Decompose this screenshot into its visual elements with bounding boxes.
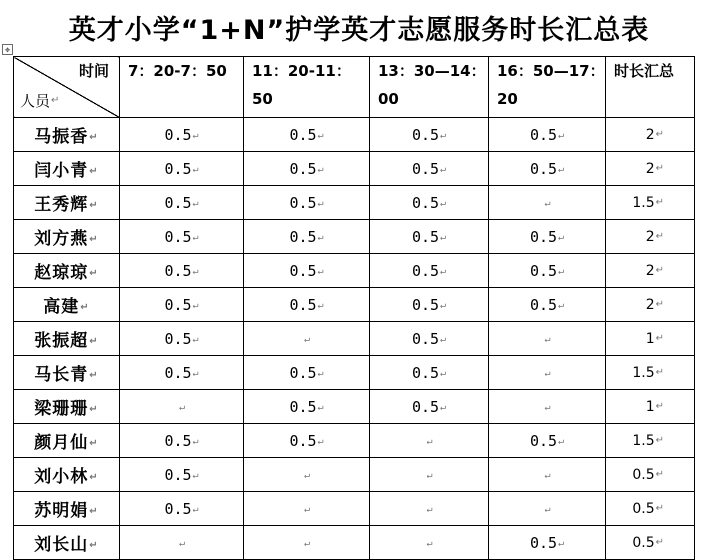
person-name-cell: 马振香↵ bbox=[14, 118, 120, 152]
total-hours-cell: 2↵ bbox=[606, 220, 695, 254]
hours-cell: 0.5↵ bbox=[120, 356, 244, 390]
person-name-cell: 闫小青↵ bbox=[14, 152, 120, 186]
table-row bbox=[14, 254, 695, 288]
table-row bbox=[14, 152, 695, 186]
hours-cell: ↵ bbox=[489, 356, 606, 390]
hours-cell: ↵ bbox=[370, 492, 489, 526]
hours-cell: 0.5↵ bbox=[244, 254, 370, 288]
table-move-handle-icon[interactable]: ✥ bbox=[2, 44, 13, 55]
hours-cell: ↵ bbox=[244, 458, 370, 492]
total-hours-cell: 1.5↵ bbox=[606, 356, 695, 390]
total-hours-cell: 0.5↵ bbox=[606, 492, 695, 526]
column-header: 16：50—17：20 bbox=[489, 57, 606, 118]
hours-cell: ↵ bbox=[244, 492, 370, 526]
person-name-cell: 高建↵ bbox=[14, 288, 120, 322]
hours-cell: ↵ bbox=[370, 526, 489, 560]
hours-cell: 0.5↵ bbox=[370, 186, 489, 220]
hours-cell: 0.5↵ bbox=[120, 492, 244, 526]
hours-cell: 0.5↵ bbox=[489, 288, 606, 322]
hours-cell: 0.5↵ bbox=[244, 152, 370, 186]
person-name-cell: 马长青↵ bbox=[14, 356, 120, 390]
hours-cell: ↵ bbox=[489, 458, 606, 492]
corner-header-cell bbox=[14, 57, 120, 118]
hours-cell: 0.5↵ bbox=[120, 288, 244, 322]
document-title: 英才小学“1+N”护学英才志愿服务时长汇总表 bbox=[68, 15, 650, 46]
table-row bbox=[14, 492, 695, 526]
hours-cell: ↵ bbox=[244, 322, 370, 356]
table-row bbox=[14, 220, 695, 254]
person-name-cell: 赵琼琼↵ bbox=[14, 254, 120, 288]
total-hours-cell: 2↵ bbox=[606, 254, 695, 288]
hours-cell: 0.5↵ bbox=[244, 356, 370, 390]
person-name-cell: 王秀辉↵ bbox=[14, 186, 120, 220]
hours-cell: ↵ bbox=[120, 526, 244, 560]
hours-cell: 0.5↵ bbox=[370, 288, 489, 322]
hours-cell: 0.5↵ bbox=[489, 254, 606, 288]
hours-cell: 0.5↵ bbox=[489, 526, 606, 560]
person-name-cell: 张振超↵ bbox=[14, 322, 120, 356]
hours-cell: 0.5↵ bbox=[244, 118, 370, 152]
hours-cell: 0.5↵ bbox=[489, 424, 606, 458]
person-name-cell: 苏明娟↵ bbox=[14, 492, 120, 526]
table-row bbox=[14, 322, 695, 356]
total-hours-cell: 2↵ bbox=[606, 288, 695, 322]
hours-cell: 0.5↵ bbox=[120, 220, 244, 254]
hours-cell: 0.5↵ bbox=[370, 322, 489, 356]
hours-cell: 0.5↵ bbox=[370, 356, 489, 390]
header-row bbox=[14, 57, 695, 118]
hours-cell: ↵ bbox=[489, 390, 606, 424]
hours-cell: 0.5↵ bbox=[244, 288, 370, 322]
hours-cell: 0.5↵ bbox=[120, 118, 244, 152]
total-hours-cell: 1.5↵ bbox=[606, 424, 695, 458]
table-row bbox=[14, 288, 695, 322]
corner-time-label: 时间 bbox=[78, 62, 109, 80]
person-name-cell: 颜月仙↵ bbox=[14, 424, 120, 458]
hours-cell: 0.5↵ bbox=[489, 118, 606, 152]
person-name-cell: 刘长山↵ bbox=[14, 526, 120, 560]
hours-cell: 0.5↵ bbox=[370, 254, 489, 288]
hours-cell: 0.5↵ bbox=[244, 220, 370, 254]
hours-cell: 0.5↵ bbox=[120, 458, 244, 492]
hours-cell: 0.5↵ bbox=[370, 118, 489, 152]
person-name-cell: 刘方燕↵ bbox=[14, 220, 120, 254]
hours-cell: 0.5↵ bbox=[244, 424, 370, 458]
hours-cell: 0.5↵ bbox=[244, 186, 370, 220]
total-hours-cell: 0.5↵ bbox=[606, 526, 695, 560]
hours-cell: ↵ bbox=[489, 186, 606, 220]
person-name-cell: 梁珊珊↵ bbox=[14, 390, 120, 424]
hours-cell: 0.5↵ bbox=[120, 186, 244, 220]
column-header: 时长汇总 bbox=[606, 57, 695, 118]
hours-cell: ↵ bbox=[370, 458, 489, 492]
total-hours-cell: 2↵ bbox=[606, 118, 695, 152]
table-row bbox=[14, 118, 695, 152]
table-row bbox=[14, 424, 695, 458]
corner-person-label: 人员↵ bbox=[20, 91, 60, 110]
table-row bbox=[14, 186, 695, 220]
hours-cell: 0.5↵ bbox=[120, 424, 244, 458]
hours-cell: ↵ bbox=[244, 526, 370, 560]
table-row bbox=[14, 390, 695, 424]
total-hours-cell: 1↵ bbox=[606, 322, 695, 356]
hours-cell: 0.5↵ bbox=[370, 220, 489, 254]
hours-cell: 0.5↵ bbox=[489, 152, 606, 186]
total-hours-cell: 1.5↵ bbox=[606, 186, 695, 220]
total-hours-cell: 0.5↵ bbox=[606, 458, 695, 492]
hours-cell: ↵ bbox=[489, 322, 606, 356]
hours-cell: ↵ bbox=[489, 492, 606, 526]
person-name-cell: 刘小林↵ bbox=[14, 458, 120, 492]
table-row bbox=[14, 356, 695, 390]
hours-cell: ↵ bbox=[370, 424, 489, 458]
hours-cell: 0.5↵ bbox=[489, 220, 606, 254]
hours-cell: 0.5↵ bbox=[120, 254, 244, 288]
hours-cell: ↵ bbox=[120, 390, 244, 424]
hours-cell: 0.5↵ bbox=[370, 152, 489, 186]
column-header: 7：20-7：50 bbox=[120, 57, 244, 118]
total-hours-cell: 1↵ bbox=[606, 390, 695, 424]
hours-cell: 0.5↵ bbox=[370, 390, 489, 424]
column-header: 13：30—14：00 bbox=[370, 57, 489, 118]
hours-cell: 0.5↵ bbox=[120, 322, 244, 356]
column-header: 11：20-11：50 bbox=[244, 57, 370, 118]
table-row bbox=[14, 526, 695, 560]
total-hours-cell: 2↵ bbox=[606, 152, 695, 186]
hours-summary-table bbox=[13, 56, 695, 560]
table-row bbox=[14, 458, 695, 492]
hours-cell: 0.5↵ bbox=[120, 152, 244, 186]
hours-cell: 0.5↵ bbox=[244, 390, 370, 424]
